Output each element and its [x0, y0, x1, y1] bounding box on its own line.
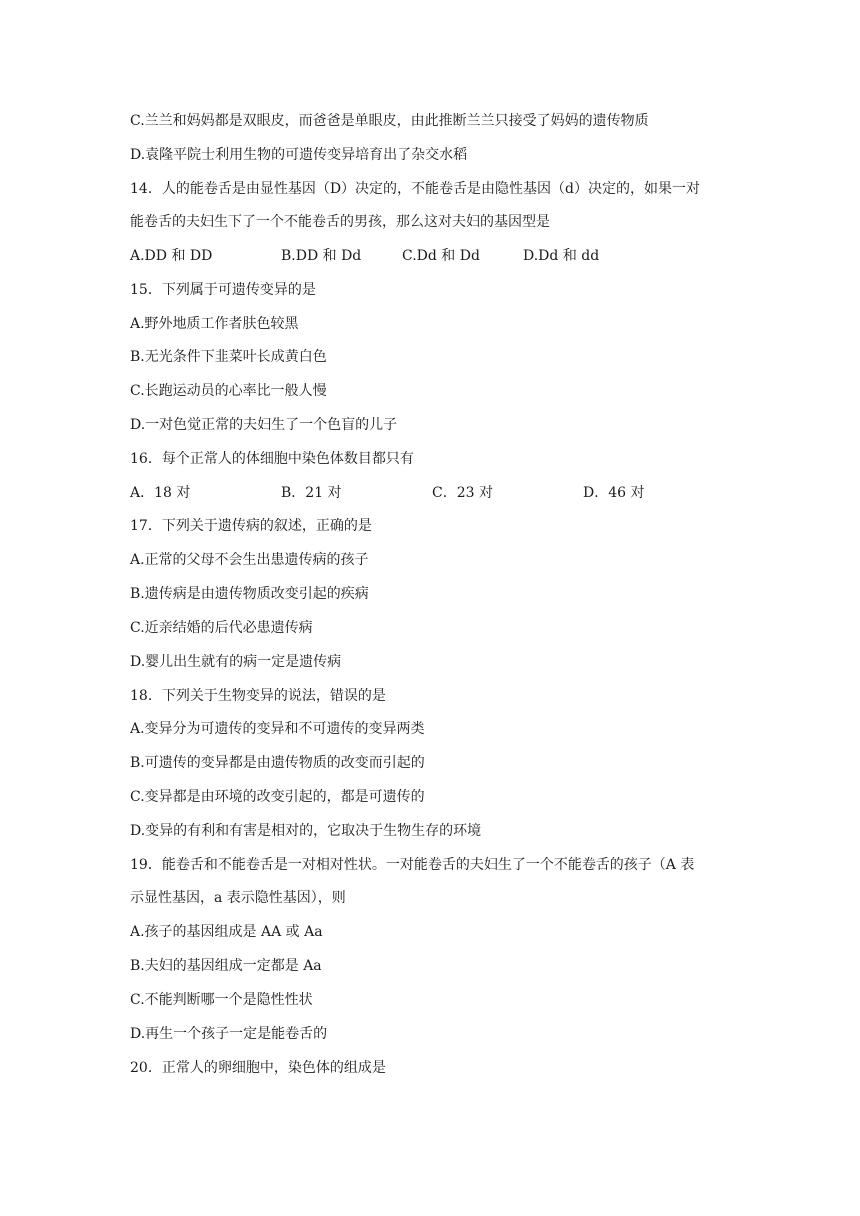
q16-option-c: C．23 对 [432, 485, 493, 501]
q18-option-b: B.可遗传的变异都是由遗传物质的改变而引起的 [130, 755, 425, 771]
q17-option-c: C.近亲结婚的后代必患遗传病 [130, 620, 313, 636]
q14-option-d: D.Dd 和 dd [523, 248, 600, 264]
q15-stem: 15．下列属于可遗传变异的是 [130, 282, 316, 298]
q20-stem: 20．正常人的卵细胞中，染色体的组成是 [130, 1060, 386, 1076]
q18-stem: 18．下列关于生物变异的说法，错误的是 [130, 688, 386, 704]
q16-option-d: D．46 对 [583, 485, 645, 501]
q18-option-a: A.变异分为可遗传的变异和不可遗传的变异两类 [130, 721, 425, 737]
q19-option-a: A.孩子的基因组成是 AA 或 Aa [130, 924, 323, 940]
q16-option-a: A．18 对 [130, 485, 191, 501]
q18-option-d: D.变异的有利和有害是相对的，它取决于生物生存的环境 [130, 823, 482, 839]
q14-option-c: C.Dd 和 Dd [402, 248, 480, 264]
q13-option-d: D.袁隆平院士利用生物的可遗传变异培育出了杂交水稻 [130, 147, 468, 163]
q14-option-b: B.DD 和 Dd [281, 248, 362, 264]
q14-stem-line1: 14．人的能卷舌是由显性基因（D）决定的，不能卷舌是由隐性基因（d）决定的，如果一对 [130, 181, 700, 197]
q14-option-a: A.DD 和 DD [130, 248, 213, 264]
q17-option-b: B.遗传病是由遗传物质改变引起的疾病 [130, 586, 369, 602]
q15-option-c: C.长跑运动员的心率比一般人慢 [130, 383, 327, 399]
q19-option-c: C.不能判断哪一个是隐性性状 [130, 992, 313, 1008]
q17-option-a: A.正常的父母不会生出患遗传病的孩子 [130, 552, 369, 568]
q17-option-d: D.婴儿出生就有的病一定是遗传病 [130, 654, 342, 670]
q15-option-d: D.一对色觉正常的夫妇生了一个色盲的儿子 [130, 417, 398, 433]
q13-option-c: C.兰兰和妈妈都是双眼皮，而爸爸是单眼皮，由此推断兰兰只接受了妈妈的遗传物质 [130, 113, 649, 129]
q17-stem: 17．下列关于遗传病的叙述，正确的是 [130, 518, 372, 534]
q16-stem: 16．每个正常人的体细胞中染色体数目都只有 [130, 451, 414, 467]
q14-stem-line2: 能卷舌的夫妇生下了一个不能卷舌的男孩，那么这对夫妇的基因型是 [130, 214, 550, 230]
q19-option-b: B.夫妇的基因组成一定都是 Aa [130, 958, 322, 974]
q19-stem-line1: 19．能卷舌和不能卷舌是一对相对性状。一对能卷舌的夫妇生了一个不能卷舌的孩子（A 表 [130, 857, 695, 873]
q16-option-b: B．21 对 [281, 485, 342, 501]
q19-stem-line2: 示显性基因，a 表示隐性基因），则 [130, 890, 346, 906]
q15-option-b: B.无光条件下韭菜叶长成黄白色 [130, 349, 327, 365]
q15-option-a: A.野外地质工作者肤色较黑 [130, 316, 299, 332]
q19-option-d: D.再生一个孩子一定是能卷舌的 [130, 1026, 328, 1042]
q18-option-c: C.变异都是由环境的改变引起的，都是可遗传的 [130, 789, 425, 805]
